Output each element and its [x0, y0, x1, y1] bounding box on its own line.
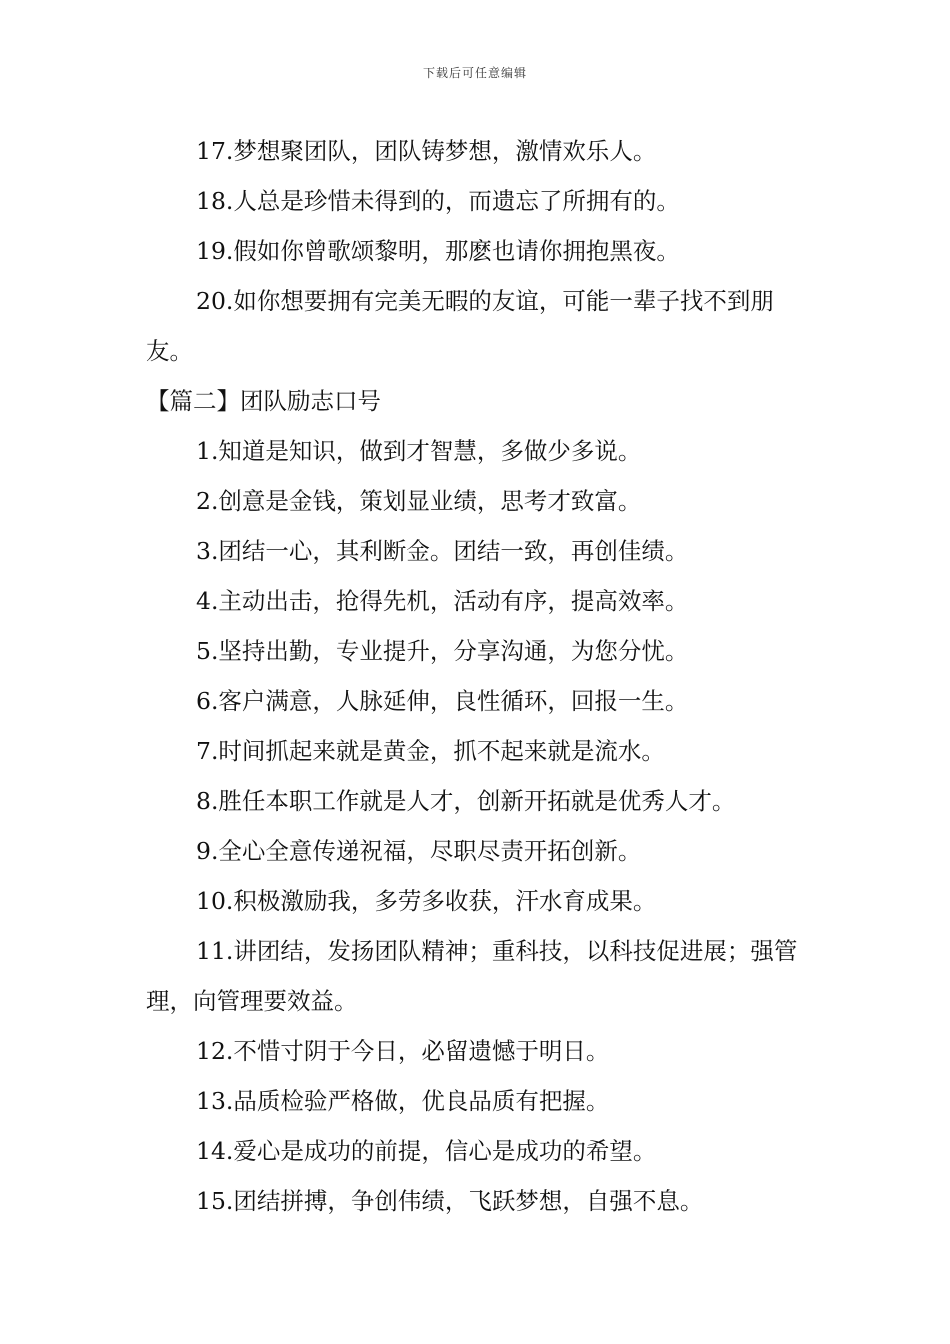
- list-item: 1.知道是知识，做到才智慧，多做少多说。: [196, 437, 642, 465]
- list-item: 20.如你想要拥有完美无暇的友谊，可能一辈子找不到朋友。: [146, 287, 774, 365]
- list-item: 10.积极激励我，多劳多收获，汗水育成果。: [196, 887, 657, 915]
- page-header: 下载后可任意编辑: [422, 66, 527, 80]
- document-body: [146, 126, 810, 1226]
- list-item: 17.梦想聚团队，团队铸梦想，激情欢乐人。: [196, 137, 657, 165]
- list-item: 6.客户满意，人脉延伸，良性循环，回报一生。: [196, 687, 689, 715]
- list-item: 5.坚持出勤，专业提升，分享沟通，为您分忧。: [196, 637, 689, 665]
- section-heading: 【篇二】团队励志口号: [146, 387, 381, 415]
- list-item: 14.爱心是成功的前提，信心是成功的希望。: [196, 1137, 657, 1165]
- list-item: 18.人总是珍惜未得到的，而遗忘了所拥有的。: [196, 187, 680, 215]
- list-item: 7.时间抓起来就是黄金，抓不起来就是流水。: [196, 737, 665, 765]
- list-item: 3.团结一心，其利断金。团结一致，再创佳绩。: [196, 537, 689, 565]
- list-item: 15.团结拼搏，争创伟绩，飞跃梦想，自强不息。: [196, 1187, 704, 1215]
- list-item: 4.主动出击，抢得先机，活动有序，提高效率。: [196, 587, 689, 615]
- list-item: 13.品质检验严格做，优良品质有把握。: [196, 1087, 610, 1115]
- list-item: 9.全心全意传递祝福，尽职尽责开拓创新。: [196, 837, 642, 865]
- list-item: 11.讲团结，发扬团队精神；重科技，以科技促进展；强管理，向管理要效益。: [146, 937, 798, 1015]
- list-item: 12.不惜寸阴于今日，必留遗憾于明日。: [196, 1037, 610, 1065]
- list-item: 8.胜任本职工作就是人才，创新开拓就是优秀人才。: [196, 787, 736, 815]
- list-item: 19.假如你曾歌颂黎明，那麽也请你拥抱黑夜。: [196, 237, 680, 265]
- list-item: 2.创意是金钱，策划显业绩，思考才致富。: [196, 487, 642, 515]
